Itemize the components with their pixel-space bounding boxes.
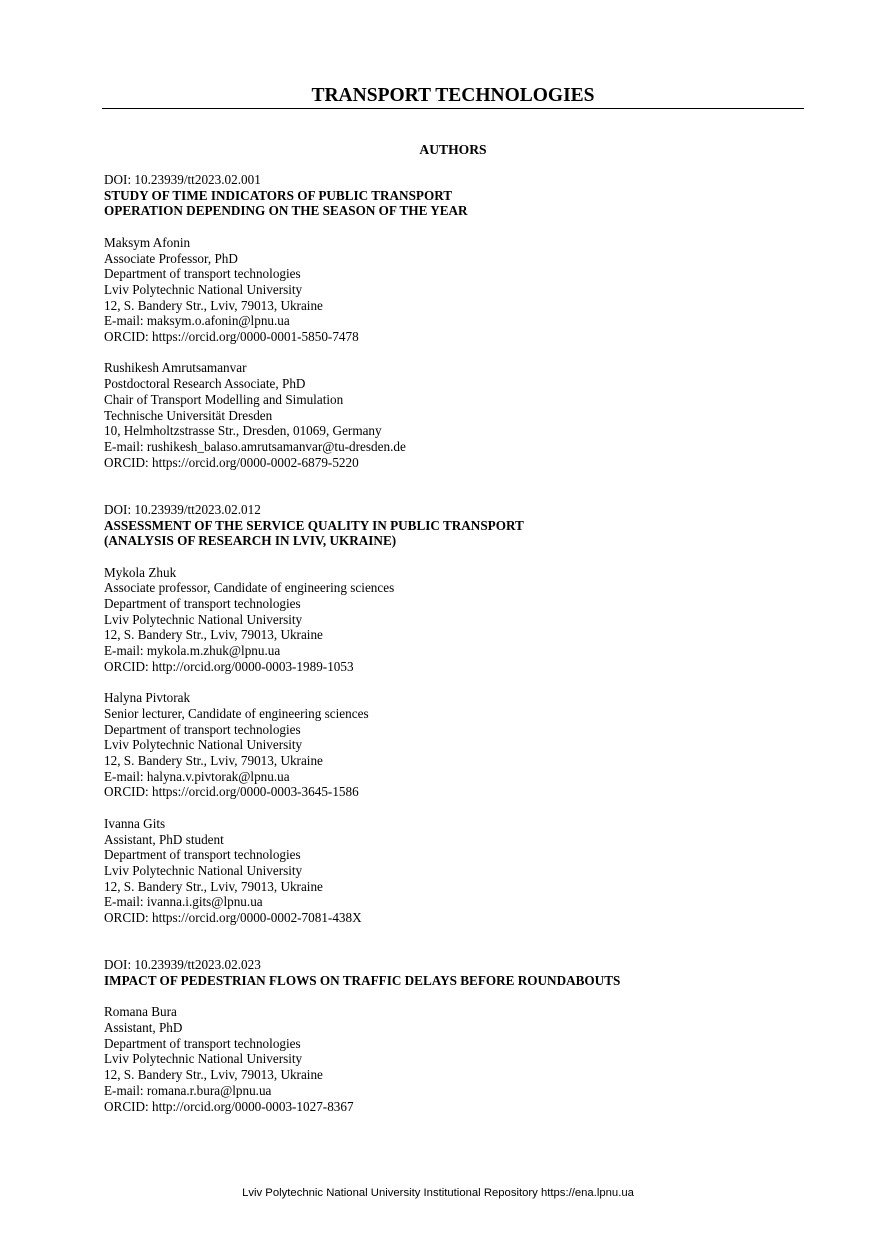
author-address: 12, S. Bandery Str., Lviv, 79013, Ukraine bbox=[104, 878, 323, 894]
author-email: E-mail: maksym.o.afonin@lpnu.ua bbox=[104, 313, 290, 329]
author-department: Chair of Transport Modelling and Simulation bbox=[104, 391, 344, 407]
author-department: Department of transport technologies bbox=[104, 1035, 301, 1051]
article-entry bbox=[104, 172, 804, 470]
author-block bbox=[104, 690, 804, 800]
article-title-line: STUDY OF TIME INDICATORS OF PUBLIC TRANSPORT bbox=[104, 187, 453, 203]
author-position: Postdoctoral Research Associate, PhD bbox=[104, 376, 306, 392]
author-institution: Lviv Polytechnic National University bbox=[104, 737, 303, 753]
author-email: E-mail: halyna.v.pivtorak@lpnu.ua bbox=[104, 768, 290, 784]
author-address: 12, S. Bandery Str., Lviv, 79013, Ukraine bbox=[104, 1067, 323, 1083]
author-orcid: ORCID: http://orcid.org/0000-0003-1027-8367 bbox=[104, 1098, 354, 1114]
author-institution: Lviv Polytechnic National University bbox=[104, 611, 303, 627]
author-email: E-mail: romana.r.bura@lpnu.ua bbox=[104, 1082, 272, 1098]
author-position: Senior lecturer, Candidate of engineering sciences bbox=[104, 705, 369, 721]
author-position: Assistant, PhD student bbox=[104, 831, 224, 847]
repository-footer: Lviv Polytechnic National University Institutional Repository https://ena.lpnu.ua bbox=[242, 1187, 634, 1199]
author-block bbox=[104, 816, 804, 926]
author-department: Department of transport technologies bbox=[104, 266, 301, 282]
article-entry bbox=[104, 957, 804, 1114]
author-block bbox=[104, 1004, 804, 1114]
authors-list bbox=[104, 172, 804, 1114]
author-email: E-mail: rushikesh_balaso.amrutsamanvar@tu-dresden.de bbox=[104, 438, 406, 454]
author-name: Rushikesh Amrutsamanvar bbox=[104, 360, 247, 376]
author-email: E-mail: ivanna.i.gits@lpnu.ua bbox=[104, 894, 263, 910]
author-name: Halyna Pivtorak bbox=[104, 690, 191, 706]
author-department: Department of transport technologies bbox=[104, 847, 301, 863]
author-institution: Lviv Polytechnic National University bbox=[104, 862, 303, 878]
author-orcid: ORCID: https://orcid.org/0000-0002-7081-438X bbox=[104, 910, 362, 926]
journal-title: TRANSPORT TECHNOLOGIES bbox=[311, 85, 595, 106]
author-department: Department of transport technologies bbox=[104, 721, 301, 737]
author-name: Mykola Zhuk bbox=[104, 564, 177, 580]
author-email: E-mail: mykola.m.zhuk@lpnu.ua bbox=[104, 643, 281, 659]
article-doi: DOI: 10.23939/tt2023.02.023 bbox=[104, 957, 261, 973]
author-address: 12, S. Bandery Str., Lviv, 79013, Ukraine bbox=[104, 627, 323, 643]
author-block bbox=[104, 360, 804, 470]
article-title-line: (ANALYSIS OF RESEARCH IN LVIV, UKRAINE) bbox=[104, 533, 397, 549]
author-position: Associate professor, Candidate of engineering sciences bbox=[104, 580, 395, 596]
author-institution: Technische Universität Dresden bbox=[104, 407, 273, 423]
author-orcid: ORCID: https://orcid.org/0000-0001-5850-7478 bbox=[104, 329, 359, 345]
article-doi: DOI: 10.23939/tt2023.02.001 bbox=[104, 172, 261, 187]
author-department: Department of transport technologies bbox=[104, 596, 301, 612]
article-entry bbox=[104, 502, 804, 926]
author-position: Associate Professor, PhD bbox=[104, 250, 238, 266]
author-name: Romana Bura bbox=[104, 1004, 177, 1020]
author-orcid: ORCID: https://orcid.org/0000-0002-6879-5220 bbox=[104, 454, 359, 470]
author-name: Ivanna Gits bbox=[104, 815, 166, 831]
author-block bbox=[104, 565, 804, 675]
author-address: 10, Helmholtzstrasse Str., Dresden, 01069, Germany bbox=[104, 423, 382, 439]
section-heading: AUTHORS bbox=[419, 142, 487, 157]
author-position: Assistant, PhD bbox=[104, 1020, 183, 1036]
author-address: 12, S. Bandery Str., Lviv, 79013, Ukraine bbox=[104, 753, 323, 769]
author-institution: Lviv Polytechnic National University bbox=[104, 281, 303, 297]
author-orcid: ORCID: http://orcid.org/0000-0003-1989-1053 bbox=[104, 658, 354, 674]
author-institution: Lviv Polytechnic National University bbox=[104, 1051, 303, 1067]
article-doi: DOI: 10.23939/tt2023.02.012 bbox=[104, 501, 261, 517]
article-title-line: IMPACT OF PEDESTRIAN FLOWS ON TRAFFIC DELAYS BEFORE ROUNDABOUTS bbox=[104, 972, 621, 988]
author-address: 12, S. Bandery Str., Lviv, 79013, Ukraine bbox=[104, 297, 323, 313]
author-orcid: ORCID: https://orcid.org/0000-0003-3645-1586 bbox=[104, 784, 359, 800]
author-name: Maksym Afonin bbox=[104, 234, 191, 250]
article-title-line: ASSESSMENT OF THE SERVICE QUALITY IN PUBLIC TRANSPORT bbox=[104, 517, 524, 533]
author-block bbox=[104, 235, 804, 345]
header-rule bbox=[102, 108, 804, 109]
article-title-line: OPERATION DEPENDING ON THE SEASON OF THE YEAR bbox=[104, 203, 468, 219]
